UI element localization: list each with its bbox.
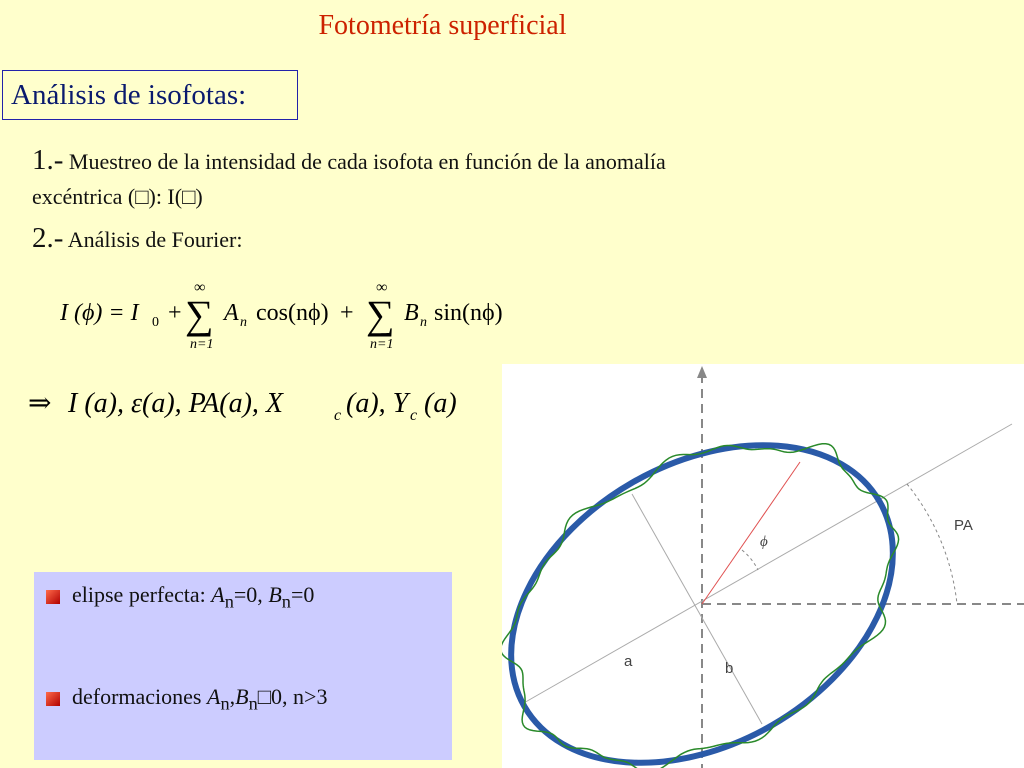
label-pa: PA: [954, 517, 973, 534]
sum2-lower: n=1: [370, 337, 394, 350]
quantities-end: (a): [424, 388, 457, 419]
term-a: A: [224, 300, 239, 326]
formula-sub0: 0: [152, 315, 159, 330]
implies-arrow: ⇒: [28, 388, 52, 419]
item-text: Muestreo de la intensidad de cada isofota en función de la anomalía: [63, 149, 666, 174]
sum2-upper: ∞: [376, 280, 388, 296]
yc-sub: c: [410, 407, 418, 424]
sum1-symbol: ∑: [185, 292, 214, 337]
vertical-axis-arrow: [697, 366, 707, 378]
perfect-ellipse: [502, 380, 950, 768]
sum2-symbol: ∑: [366, 292, 395, 337]
slide-title: Fotometría superficial: [318, 10, 567, 41]
sum1-upper: ∞: [194, 280, 206, 296]
formula-lhs: I (ϕ) = I: [60, 300, 139, 326]
label-b: b: [725, 660, 734, 677]
bullet-deformations: [46, 684, 327, 714]
isophote-ellipse-diagram: [502, 364, 1024, 768]
quantities-text: I (a), ε(a), PA(a), X: [68, 388, 284, 419]
list-item-2: [32, 222, 242, 255]
term-b-sub: n: [420, 315, 427, 330]
term-b: B: [404, 300, 419, 326]
term-cos: cos(nϕ): [256, 300, 329, 326]
label-phi: ϕ: [760, 534, 768, 550]
bullet-icon: [46, 692, 60, 706]
bullet-icon: [46, 590, 60, 604]
formula-plus-2: +: [340, 300, 354, 326]
list-item-1-continuation: excéntrica (□): I(□): [32, 184, 203, 209]
bullet-text: elipse perfecta: $A_n=0$, $B_n=0$: [72, 582, 315, 612]
minor-axis-line: [632, 494, 762, 724]
bullet-box: [34, 572, 452, 760]
sum1-lower: n=1: [190, 337, 214, 350]
term-sin: sin(nϕ): [434, 300, 503, 326]
term-a-sub: n: [240, 315, 247, 330]
pa-arc: [907, 484, 957, 604]
formula-plus: +: [168, 300, 182, 326]
list-item-1: [32, 144, 666, 177]
radius-line: [702, 462, 800, 604]
quantities-mid: (a), Y: [346, 388, 409, 419]
bullet-text: deformaciones $A_n,B_n□0$, n>3: [72, 684, 328, 714]
fourier-formula: [60, 280, 530, 350]
derived-quantities-formula: [28, 380, 488, 430]
phi-arc: [742, 550, 758, 570]
label-a: a: [624, 653, 633, 670]
deformed-isophote: [502, 444, 899, 768]
item-number: 1.-: [32, 144, 64, 176]
item-text: Análisis de Fourier:: [63, 227, 243, 252]
section-title-box: Análisis de isofotas:: [2, 70, 298, 120]
xc-sub: c: [334, 407, 342, 424]
major-axis-line: [522, 424, 1012, 704]
item-number: 2.-: [32, 222, 64, 254]
bullet-perfect-ellipse: [46, 582, 314, 612]
